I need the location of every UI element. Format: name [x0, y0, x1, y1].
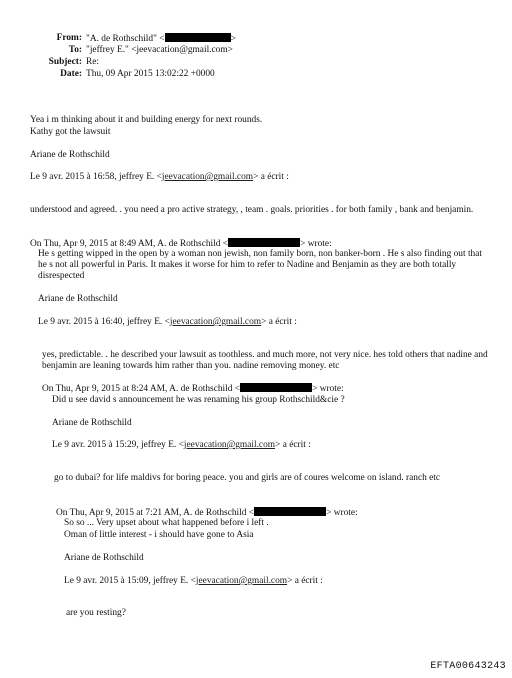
date-label: Date: — [60, 69, 82, 79]
message-line: are you resting? — [66, 608, 126, 618]
email-link[interactable]: jeevacation@gmail.com — [169, 317, 262, 327]
message-line: So so ... Very upset about what happened before i left . — [64, 518, 269, 528]
quote-header: Le 9 avr. 2015 à 15:29, jeffrey E. <jeevacation@gmail.com> a écrit : — [52, 440, 311, 450]
date-value: Thu, 09 Apr 2015 13:02:22 +0000 — [86, 69, 215, 79]
quote-header: Le 9 avr. 2015 à 16:58, jeffrey E. <jeevacation@gmail.com> a écrit : — [30, 172, 289, 182]
message-line: Yea i m thinking about it and building energy for next rounds. — [30, 115, 263, 125]
document-id: EFTA00643243 — [430, 661, 506, 672]
signature: Ariane de Rothschild — [64, 553, 144, 563]
quote-header: On Thu, Apr 9, 2015 at 8:24 AM, A. de Rothschild < > wrote: — [42, 384, 344, 394]
quote-header: On Thu, Apr 9, 2015 at 8:49 AM, A. de Rothschild < > wrote: — [30, 239, 332, 249]
redaction-bar — [240, 383, 312, 392]
email-link[interactable]: jeevacation@gmail.com — [161, 172, 254, 182]
to-label: To: — [68, 45, 82, 55]
email-link[interactable]: jeevacation@gmail.com — [183, 440, 276, 450]
message-paragraph: go to dubai? for life maldivs for boring peace. you and girls are of coures welcome on island. ranch etc — [54, 473, 441, 483]
quote-header: Le 9 avr. 2015 à 16:40, jeffrey E. <jeevacation@gmail.com> a écrit : — [38, 317, 297, 327]
message-paragraph: He s getting wipped in the open by a woman non jewish, non family born, non banker-born . He s also finding out that he s not all powerful in Paris. It makes it worse for him to refer to Nadine and Benjamin as they are both totally disrespected — [38, 249, 483, 281]
subject-value: Re: — [86, 57, 100, 67]
message-paragraph: understood and agreed. . you need a pro active strategy, , team . goals. priorities . for both family , bank and benjamin. — [30, 205, 474, 215]
email-link[interactable]: jeevacation@gmail.com — [195, 576, 288, 586]
from-value: "A. de Rothschild" < > — [86, 34, 236, 44]
signature: Ariane de Rothschild — [52, 418, 132, 428]
redaction-bar — [165, 33, 231, 42]
message-line: Oman of little interest - i should have gone to Asia — [64, 530, 254, 540]
signature: Ariane de Rothschild — [38, 294, 118, 304]
signature: Ariane de Rothschild — [30, 150, 110, 160]
to-value: "jeffrey E." <jeevacation@gmail.com> — [86, 45, 233, 55]
quote-header: Le 9 avr. 2015 à 15:09, jeffrey E. <jeevacation@gmail.com> a écrit : — [64, 576, 323, 586]
quote-header: On Thu, Apr 9, 2015 at 7:21 AM, A. de Rothschild < > wrote: — [56, 508, 358, 518]
redaction-bar — [254, 507, 326, 516]
from-label: From: — [56, 33, 82, 43]
message-paragraph: yes, predictable. . he described your lawsuit as toothless. and much more, not very nice. hes told others that nadine and benjamin are leaning towards him rather than you. nadine removing money. etc — [42, 350, 488, 371]
message-line: Kathy got the lawsuit — [30, 127, 111, 137]
redaction-bar — [228, 238, 300, 247]
message-line: Did u see david s announcement he was renaming his group Rothschild&cie ? — [52, 395, 345, 405]
subject-label: Subject: — [48, 57, 82, 67]
